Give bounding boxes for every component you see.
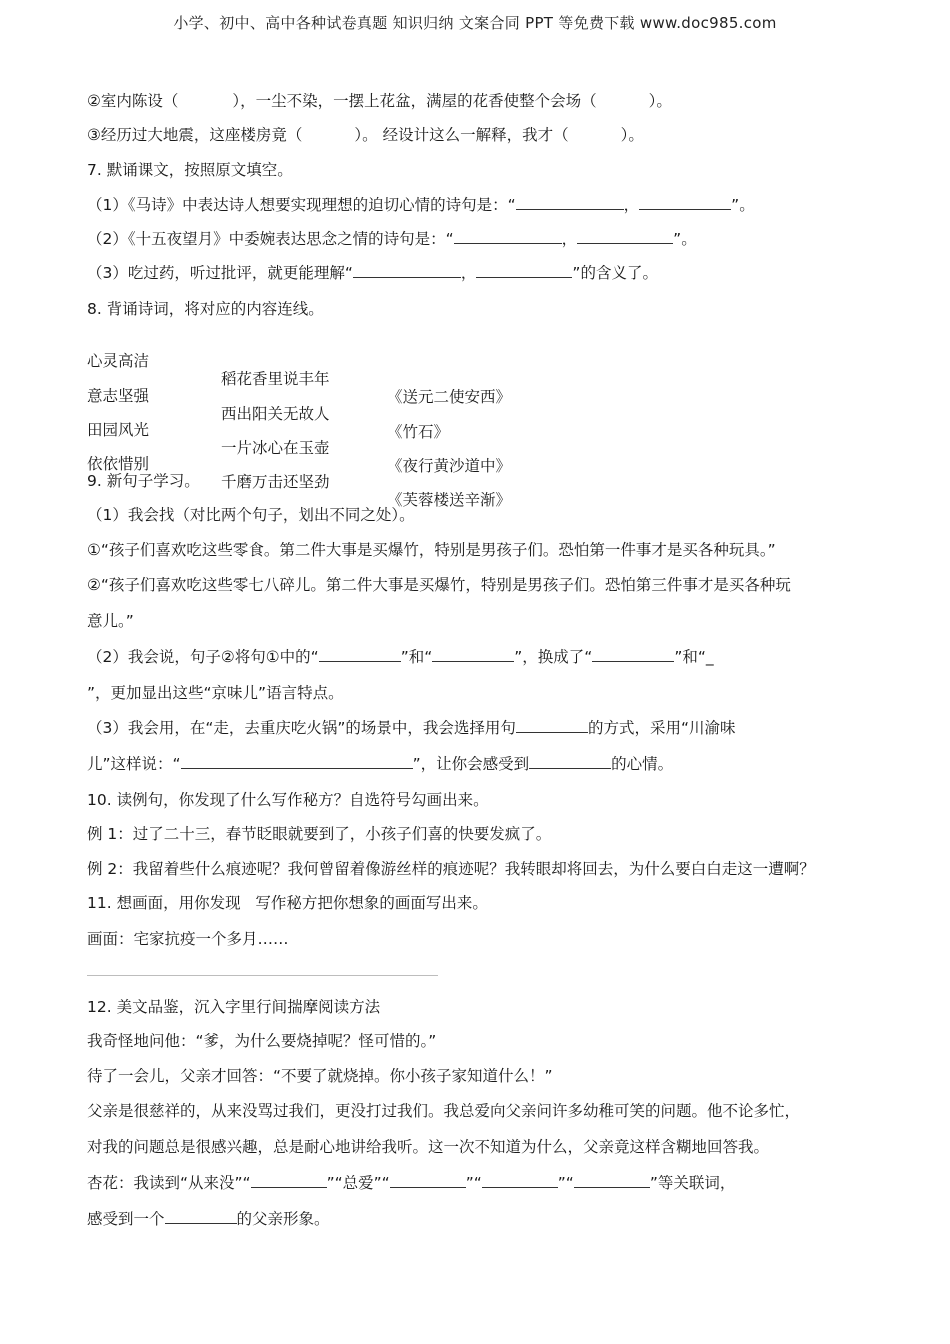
q7-part-1-blank-2 xyxy=(639,193,731,210)
q9-part-3-text-d: ”，让你会感受到 xyxy=(412,755,530,773)
q10-example-1: 例 1：过了二十三，春节眨眼就要到了，小孩子们喜的快要发疯了。 xyxy=(87,825,552,843)
q12-line-4 xyxy=(87,1171,735,1193)
q8-col-poem: 《芙蓉楼送辛渐》 xyxy=(387,491,512,509)
q6-item-2-text-a: ②室内陈设（ xyxy=(87,92,179,110)
q11-scene: 画面：宅家抗疫一个多月…… xyxy=(87,930,289,948)
q8-col-theme: 心灵高洁 xyxy=(87,352,150,370)
q12-line-5-blank xyxy=(165,1207,237,1224)
q12-line-4-blank-2 xyxy=(390,1171,466,1188)
q7-part-2-text-c: ”。 xyxy=(673,230,697,248)
q12-line-4-blank-4 xyxy=(574,1171,650,1188)
q7-part-3-blank-1 xyxy=(353,261,461,278)
q12-line-5-text-a: 感受到一个 xyxy=(87,1210,165,1228)
q9-title: 9. 新句子学习。 xyxy=(87,472,200,490)
q7-part-3 xyxy=(87,261,658,283)
q9-part-2-text-d: ”和“_ xyxy=(674,648,714,666)
q12-line-1: 我奇怪地问他：“爹，为什么要烧掉呢？怪可惜的。” xyxy=(87,1032,437,1050)
q11-answer-line xyxy=(87,975,438,976)
q8-col-poem: 《送元二使安西》 xyxy=(387,388,512,406)
q12-line-4-text-d: ”“ xyxy=(557,1174,574,1192)
q8-col-poem: 《夜行黄沙道中》 xyxy=(387,457,512,475)
q9-part-2-cont: ”，更加显出这些“京味儿”语言特点。 xyxy=(87,684,344,702)
q9-part-3-cont xyxy=(87,752,673,774)
q8-col-verse: 西出阳关无故人 xyxy=(221,405,330,423)
q12-line-4-text-a: 杏花：我读到“从来没”“ xyxy=(87,1174,251,1192)
q6-item-2-text-c: ）。 xyxy=(648,92,672,110)
q10-title: 10. 读例句，你发现了什么写作秘方？自选符号勾画出来。 xyxy=(87,791,489,809)
q12-line-4-text-e: ”等关联词， xyxy=(649,1174,736,1192)
q7-part-3-comma: ， xyxy=(460,264,477,282)
q7-part-1-text-c: ”。 xyxy=(731,196,755,214)
q7-part-2 xyxy=(87,227,697,249)
q12-line-3: 父亲是很慈祥的，从来没骂过我们，更没打过我们。我总爱向父亲问许多幼稚可笑的问题。他不论多忙， xyxy=(87,1102,801,1120)
q8-col-theme: 依依惜别 xyxy=(87,455,150,473)
q6-item-3-text-b: ）。 经设计这么一解释，我才（ xyxy=(354,126,569,144)
q7-part-1-text-a: （1）《马诗》中表达诗人想要实现理想的迫切心情的诗句是：“ xyxy=(87,196,516,214)
q12-line-5-text-b: 的父亲形象。 xyxy=(236,1210,330,1228)
q7-part-1-blank-1 xyxy=(516,193,624,210)
q6-item-3 xyxy=(87,123,644,145)
q11-title: 11. 想画面，用你发现 写作秘方把你想象的画面写出来。 xyxy=(87,894,488,912)
q9-part-3-text-b: 的方式，采用“川渝味 xyxy=(587,719,736,737)
q9-part-3-blank-2 xyxy=(181,752,413,769)
q9-part-2-blank-1 xyxy=(319,645,401,662)
q8-col-theme: 意志坚强 xyxy=(87,387,150,405)
q8-col-verse: 一片冰心在玉壶 xyxy=(221,439,330,457)
q9-part-2-text-c: ”，换成了“ xyxy=(514,648,593,666)
q9-part-3-text-a: （3）我会用，在“走，去重庆吃火锅”的场景中，我会选择用句 xyxy=(87,719,516,737)
page-header: 小学、初中、高中各种试卷真题 知识归纳 文案合同 PPT 等免费下载 www.doc985.com xyxy=(173,14,777,32)
q9-part-3 xyxy=(87,716,735,738)
q12-line-4-text-c: ”“ xyxy=(465,1174,482,1192)
q9-part-2-blank-3 xyxy=(592,645,674,662)
q8-title: 8. 背诵诗词，将对应的内容连线。 xyxy=(87,300,324,318)
q8-col-verse: 稻花香里说丰年 xyxy=(221,370,330,388)
q9-part-2-blank-2 xyxy=(432,645,514,662)
q9-part-3-blank-3 xyxy=(529,752,611,769)
q6-item-2-text-b: ），一尘不染，一摆上花盆，满屋的花香使整个会场（ xyxy=(232,92,597,110)
q12-line-4-text-b: ”“总爱”“ xyxy=(326,1174,390,1192)
q9-sentence-2-cont: 意儿。” xyxy=(87,612,134,630)
q8-col-poem: 《竹石》 xyxy=(387,423,450,441)
q7-part-2-blank-1 xyxy=(454,227,562,244)
q10-example-2: 例 2：我留着些什么痕迹呢？我何曾留着像游丝样的痕迹呢？我转眼却将回去，为什么要白白走这一遭啊？ xyxy=(87,860,815,878)
q7-part-3-text-a: （3）吃过药，听过批评，就更能理解“ xyxy=(87,264,353,282)
q7-part-1 xyxy=(87,193,755,215)
q8-col-theme: 田园风光 xyxy=(87,421,150,439)
q12-line-3-cont: 对我的问题总是很感兴趣，总是耐心地讲给我听。这一次不知道为什么，父亲竟这样含糊地回答我。 xyxy=(87,1138,770,1156)
q9-sentence-1: ①“孩子们喜欢吃这些零食。第二件大事是买爆竹，特别是男孩子们。恐怕第一件事才是买各种玩具。” xyxy=(87,541,776,559)
q12-title: 12. 美文品鉴，沉入字里行间揣摩阅读方法 xyxy=(87,998,381,1016)
q9-part-3-text-e: 的心情。 xyxy=(611,755,674,773)
q7-part-3-blank-2 xyxy=(476,261,572,278)
q9-part-3-text-c: 儿”这样说：“ xyxy=(87,755,181,773)
q9-part-1: （1）我会找（对比两个句子，划出不同之处）。 xyxy=(87,506,415,524)
q6-item-2 xyxy=(87,89,672,111)
q7-title: 7. 默诵课文，按照原文填空。 xyxy=(87,161,293,179)
q12-line-4-blank-3 xyxy=(482,1171,558,1188)
q9-part-2-text-a: （2）我会说，句子②将句①中的“ xyxy=(87,648,319,666)
q9-part-2 xyxy=(87,645,714,667)
q7-part-1-comma: ， xyxy=(623,196,640,214)
q7-part-2-comma: ， xyxy=(561,230,578,248)
q9-sentence-2: ②“孩子们喜欢吃这些零七八碎儿。第二件大事是买爆竹，特别是男孩子们。恐怕第三件事才是买各种玩 xyxy=(87,576,791,594)
q6-item-3-text-a: ③经历过大地震，这座楼房竟（ xyxy=(87,126,303,144)
q12-line-2: 待了一会儿，父亲才回答：“不要了就烧掉。你小孩子家知道什么！” xyxy=(87,1067,553,1085)
q8-col-verse: 千磨万击还坚劲 xyxy=(221,473,330,491)
q9-part-2-text-b: ”和“ xyxy=(400,648,433,666)
q6-item-3-text-c: ）。 xyxy=(620,126,644,144)
q7-part-2-text-a: （2）《十五夜望月》中委婉表达思念之情的诗句是：“ xyxy=(87,230,454,248)
q7-part-2-blank-2 xyxy=(577,227,673,244)
q12-line-5 xyxy=(87,1207,330,1229)
q12-line-4-blank-1 xyxy=(251,1171,327,1188)
q9-part-3-blank-1 xyxy=(516,716,588,733)
q7-part-3-text-c: ”的含义了。 xyxy=(572,264,658,282)
